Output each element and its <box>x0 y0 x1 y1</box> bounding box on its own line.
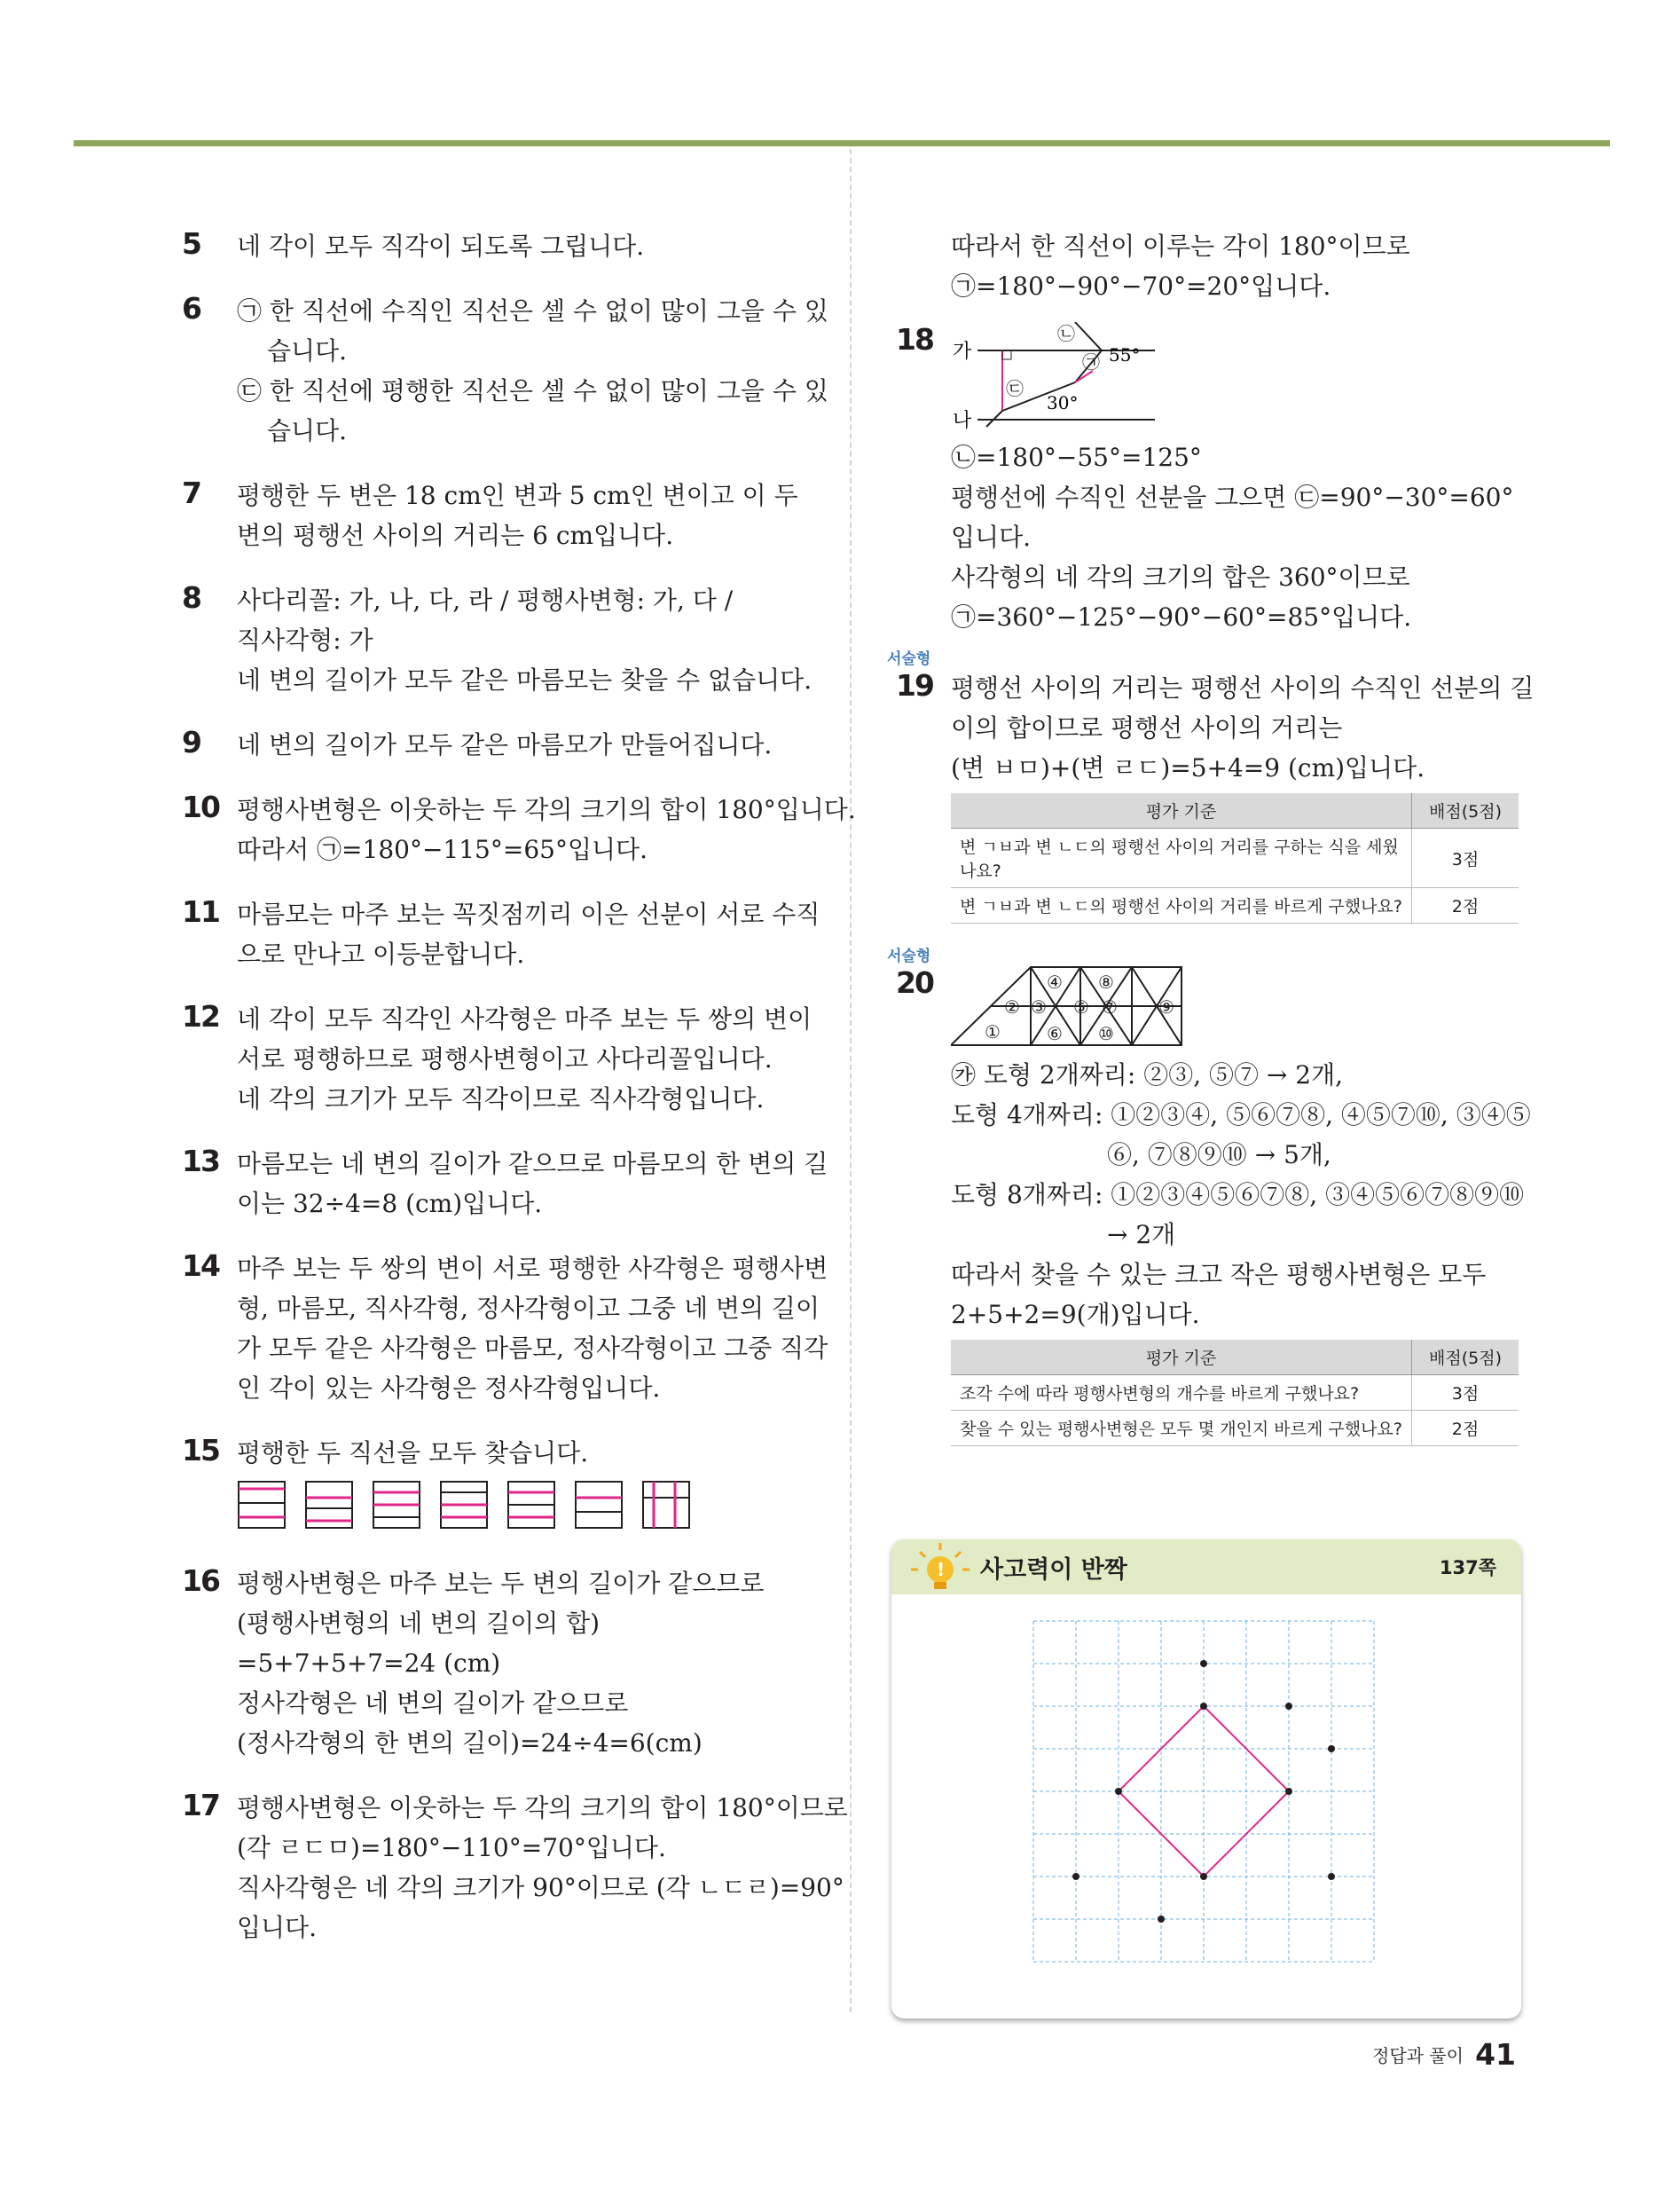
item-number: 9 <box>182 725 200 759</box>
lightbulb-icon <box>909 1541 971 1594</box>
table-cell: 2점 <box>1412 888 1519 924</box>
table-cell: 찾을 수 있는 평행사변형은 모두 몇 개인지 바르게 구했나요? <box>951 1411 1412 1446</box>
answer-line: 가 모두 같은 사각형은 마름모, 정사각형이고 그중 직각 <box>237 1334 828 1363</box>
item-number: 14 <box>182 1248 219 1283</box>
item-number: 7 <box>182 476 200 510</box>
line-label-ga: 가 <box>953 341 972 363</box>
thinking-box-page: 137쪽 <box>1439 1557 1496 1578</box>
answer-line: (각 ㄹㄷㅁ)=180°−110°=70°입니다. <box>237 1833 666 1862</box>
item-number: 16 <box>182 1563 219 1598</box>
top-rule <box>74 140 1610 146</box>
piece-label: ⑨ <box>1158 996 1174 1018</box>
piece-label: ⑦ <box>1102 996 1118 1018</box>
parallel-box <box>373 1482 420 1528</box>
answer-11 <box>182 894 820 974</box>
answer-line: 마름모는 마주 보는 꼭짓점끼리 이은 선분이 서로 수직 <box>237 900 820 929</box>
piece-label: ⑩ <box>1098 1023 1114 1044</box>
answer-5 <box>182 226 820 266</box>
parallel-box <box>576 1482 622 1528</box>
table-cell: 변 ㄱㅂ과 변 ㄴㄷ의 평행선 사이의 거리를 바르게 구했나요? <box>951 888 1412 924</box>
answer-line: 직사각형: 가 <box>237 626 373 655</box>
piece-label: ⑧ <box>1098 972 1114 993</box>
answer-line: 인 각이 있는 사각형은 정사각형입니다. <box>237 1373 661 1403</box>
answer-line: 네 각의 크기가 모두 직각이므로 직사각형입니다. <box>237 1084 765 1113</box>
answer-line: 평행한 두 변은 18 cm인 변과 5 cm인 변이고 이 두 <box>237 481 798 510</box>
right-column <box>887 226 1535 1446</box>
table-header: 배점(5점) <box>1412 1340 1519 1375</box>
answer-line: 입니다. <box>951 523 1032 552</box>
table-cell: 조각 수에 따라 평행사변형의 개수를 바르게 구했나요? <box>951 1375 1412 1411</box>
answer-10 <box>182 790 856 869</box>
essay-label: 서술형 <box>887 948 931 965</box>
item-number: 15 <box>182 1433 219 1467</box>
answer-line: ㉡=180°−55°=125° <box>951 443 1202 472</box>
answer-line: ㉠=180°−90°−70°=20°입니다. <box>951 271 1331 301</box>
answer-line: 직사각형은 네 각의 크기가 90°이므로 (각 ㄴㄷㄹ)=90° <box>237 1873 844 1902</box>
answer-16 <box>182 1563 820 1763</box>
item-number: 17 <box>182 1788 219 1822</box>
table-cell: 2점 <box>1412 1411 1519 1446</box>
answer-line: 네 각이 모두 직각이 되도록 그립니다. <box>237 232 645 261</box>
answer-line: (정사각형의 한 변의 길이)=24÷4=6(cm) <box>237 1728 703 1758</box>
answer-17 <box>182 1788 848 1947</box>
answer-line: 네 변의 길이가 모두 같은 마름모는 찾을 수 없습니다. <box>237 665 813 695</box>
answer-line: 네 각이 모두 직각인 사각형은 마주 보는 두 쌍의 변이 <box>237 1004 813 1034</box>
answer-line: 변의 평행선 사이의 거리는 6 cm입니다. <box>237 521 674 550</box>
answer-line: 습니다. <box>267 416 348 445</box>
piece-label: ② <box>1004 996 1020 1018</box>
answer-line: 평행선 사이의 거리는 평행선 사이의 수직인 선분의 길 <box>951 673 1535 703</box>
item-number: 6 <box>182 291 200 326</box>
item-number: 5 <box>182 226 200 261</box>
answer-20 <box>896 965 1535 1446</box>
answer-line: =5+7+5+7=24 (cm) <box>237 1648 501 1678</box>
parallel-box <box>643 1482 689 1528</box>
answer-line: 평행한 두 직선을 모두 찾습니다. <box>237 1438 589 1467</box>
thinking-box <box>891 1539 1521 2018</box>
table-cell: 3점 <box>1412 829 1519 888</box>
answer-line: ㉢ 한 직선에 평행한 직선은 셀 수 없이 많이 그을 수 있 <box>237 376 828 405</box>
piece-label: ⑤ <box>1073 996 1089 1018</box>
answer-line: 마름모는 네 변의 길이가 같으므로 마름모의 한 변의 길 <box>237 1149 828 1178</box>
answer-line: 따라서 찾을 수 있는 크고 작은 평행사변형은 모두 <box>951 1260 1487 1289</box>
thinking-box-title: 사고력이 반짝 <box>980 1556 1127 1584</box>
parallel-lines-figure <box>237 1480 698 1533</box>
piece-label: ① <box>985 1021 1001 1043</box>
answer-14 <box>182 1248 828 1408</box>
answer-8 <box>182 580 820 700</box>
item-number: 8 <box>182 580 200 615</box>
answer-line: (평행사변형의 네 변의 길이의 합) <box>237 1609 601 1638</box>
answer-line: 사각형의 네 각의 크기의 합은 360°이므로 <box>951 563 1410 592</box>
answer-line: 서로 평행하므로 평행사변형이고 사다리꼴입니다. <box>237 1044 773 1074</box>
item-number: 12 <box>182 999 219 1034</box>
parallel-box <box>441 1482 487 1528</box>
answer-19 <box>896 668 1535 924</box>
angle-figure <box>951 322 1164 437</box>
answer-line: 마주 보는 두 쌍의 변이 서로 평행한 사각형은 평행사변 <box>237 1254 828 1283</box>
answer-line: 형, 마름모, 직사각형, 정사각형이고 그중 네 변의 길이 <box>237 1294 820 1323</box>
answer-line: 이의 합이므로 평행선 사이의 거리는 <box>951 713 1343 743</box>
item-number: 13 <box>182 1144 219 1178</box>
answer-15 <box>182 1433 820 1533</box>
scoring-table <box>951 1340 1519 1446</box>
piece-label: ④ <box>1047 972 1063 993</box>
answer-line: ㉮ 도형 2개짜리: ②③, ⑤⑦ → 2개, <box>951 1060 1344 1090</box>
table-cell: 3점 <box>1412 1375 1519 1411</box>
answer-line: 평행사변형은 마주 보는 두 변의 길이가 같으므로 <box>237 1569 765 1598</box>
answer-line: 으로 만나고 이등분합니다. <box>237 940 525 969</box>
answer-line: ⑥, ⑦⑧⑨⑩ → 5개, <box>1107 1140 1331 1169</box>
parallel-box <box>508 1482 554 1528</box>
angle-mark-1: ㉠ <box>1082 351 1100 373</box>
scoring-table <box>951 793 1519 924</box>
dot-grid-figure <box>891 1594 1521 2011</box>
answer-line: 평행선에 수직인 선분을 그으면 ㉢=90°−30°=60° <box>951 483 1514 512</box>
answer-line: 평행사변형은 이웃하는 두 각의 크기의 합이 180°이므로 <box>237 1793 848 1822</box>
essay-label: 서술형 <box>887 650 931 668</box>
answer-9 <box>182 725 820 765</box>
table-header: 평가 기준 <box>951 1340 1412 1375</box>
table-header: 평가 기준 <box>951 793 1412 829</box>
item-number: 11 <box>182 894 219 929</box>
answer-line: 습니다. <box>267 336 348 366</box>
answer-line: 따라서 ㉠=180°−115°=65°입니다. <box>237 835 648 864</box>
answer-17-continued <box>896 226 1535 306</box>
angle-label-30: 30° <box>1047 392 1079 413</box>
answer-line: → 2개 <box>1107 1220 1176 1249</box>
answer-line: 도형 8개짜리: ①②③④⑤⑥⑦⑧, ③④⑤⑥⑦⑧⑨⑩ <box>951 1180 1525 1209</box>
answer-line: ㉠ 한 직선에 수직인 직선은 셀 수 없이 많이 그을 수 있 <box>237 296 828 326</box>
item-number: 20 <box>896 965 933 1000</box>
item-number: 10 <box>182 790 219 824</box>
parallel-box <box>239 1482 285 1528</box>
answer-18 <box>896 322 1535 637</box>
line-label-na: 나 <box>953 410 972 432</box>
lightbulb-mark: ! <box>937 1559 946 1580</box>
answer-line: 이는 32÷4=8 (cm)입니다. <box>237 1189 543 1218</box>
item-number: 18 <box>896 322 933 357</box>
answer-line: ㉠=360°−125°−90°−60°=85°입니다. <box>951 602 1412 632</box>
parallel-box <box>306 1482 352 1528</box>
thinking-box-header <box>891 1539 1521 1594</box>
answer-line: 사다리꼴: 가, 나, 다, 라 / 평행사변형: 가, 다 / <box>237 586 734 615</box>
answer-line: 2+5+2=9(개)입니다. <box>951 1300 1200 1329</box>
page-footer <box>1372 2037 1516 2072</box>
piece-label: ⑥ <box>1047 1023 1063 1044</box>
answer-line: 도형 4개짜리: ①②③④, ⑤⑥⑦⑧, ④⑤⑦⑩, ③④⑤ <box>951 1100 1531 1129</box>
left-column <box>182 226 856 1947</box>
column-divider <box>850 149 852 2012</box>
answer-line: (변 ㅂㅁ)+(변 ㄹㄷ)=5+4=9 (cm)입니다. <box>951 753 1425 783</box>
item-number: 19 <box>896 668 933 703</box>
answer-13 <box>182 1144 828 1224</box>
answer-6 <box>182 291 828 451</box>
angle-label-55: 55° <box>1109 344 1141 366</box>
angle-mark-3: ㉢ <box>1006 378 1024 399</box>
answer-7 <box>182 476 820 555</box>
parallelogram-pieces-figure <box>951 965 1208 1050</box>
page-number: 41 <box>1475 2037 1516 2072</box>
angle-mark-2: ㉡ <box>1057 323 1075 344</box>
answer-line: 입니다. <box>237 1913 318 1942</box>
footer-label: 정답과 풀이 <box>1372 2045 1464 2066</box>
table-cell: 변 ㄱㅂ과 변 ㄴㄷ의 평행선 사이의 거리를 구하는 식을 세웠나요? <box>951 829 1412 888</box>
piece-label: ③ <box>1031 996 1047 1018</box>
answer-line: 따라서 한 직선이 이루는 각이 180°이므로 <box>951 232 1410 261</box>
answer-line: 정사각형은 네 변의 길이가 같으므로 <box>237 1688 629 1718</box>
table-header: 배점(5점) <box>1412 793 1519 829</box>
answer-12 <box>182 999 820 1119</box>
answer-line: 네 변의 길이가 모두 같은 마름모가 만들어집니다. <box>237 730 773 759</box>
answer-line: 평행사변형은 이웃하는 두 각의 크기의 합이 180°입니다. <box>237 795 856 824</box>
